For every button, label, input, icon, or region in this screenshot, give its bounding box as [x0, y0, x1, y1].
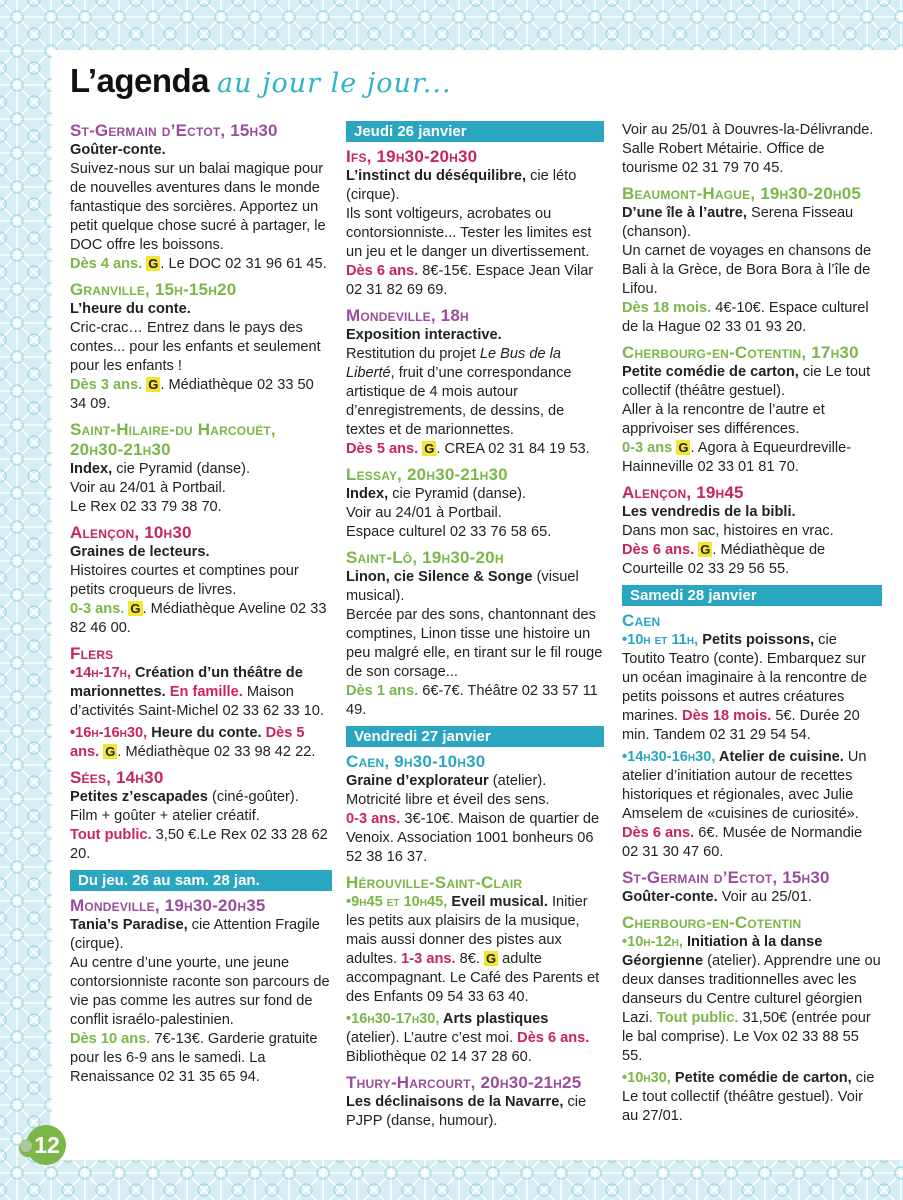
event-title-rest: cie PJPP (danse, humour).: [346, 1094, 587, 1129]
event-st-germain: [70, 121, 332, 274]
event-city: Hérouville-Saint-Clair: [346, 873, 523, 892]
free-badge: G: [424, 441, 435, 456]
event-desc: Motricité libre et éveil des sens.: [346, 792, 550, 808]
event-title: Les déclinaisons de la Navarre,: [346, 1094, 564, 1110]
event-info: . Médiathèque 02 33 50 34 09.: [70, 377, 314, 412]
event-desc: Voir au 24/01 à Portbail.: [70, 480, 226, 496]
event-title-rest: cie léto (cirque).: [346, 168, 577, 203]
event-age: Dès 6 ans.: [622, 542, 695, 558]
event-age: Tout public.: [70, 827, 152, 843]
event-title-rest: cie Pyramid (danse).: [112, 461, 251, 477]
slot-time: •16h-16h30,: [70, 725, 148, 741]
event-lessay: [346, 465, 604, 542]
title-main: L’agenda: [70, 62, 210, 99]
event-info: 4€-10€. Espace culturel de la Hague 02 33 01 93 20.: [622, 300, 869, 335]
event-city: St-Germain d’Ectot, 15h30: [622, 868, 830, 887]
event-ifs: [346, 147, 604, 300]
slot-time: •16h30-17h30,: [346, 1011, 440, 1027]
event-desc: Histoires courtes et comptines pour petits croqueurs de livres.: [70, 563, 299, 598]
slot-family: En famille.: [165, 684, 243, 700]
event-mondeville-expo: [346, 306, 604, 459]
event-city: Cherbourg-en-Cotentin, 17h30: [622, 343, 859, 362]
slot-title: Création d’un théâtre de marionnettes.: [70, 665, 303, 700]
event-age: Dès 10 ans.: [70, 1031, 151, 1047]
column-3: [622, 121, 882, 1132]
event-age: 0-3 ans.: [346, 811, 401, 827]
event-city: Sées, 14h30: [70, 768, 164, 787]
event-title-rest: (atelier).: [488, 773, 547, 789]
event-city: Cherbourg-en-Cotentin: [622, 913, 802, 932]
event-beaumont-hague: [622, 184, 882, 337]
event-age: Dès 18 mois.: [622, 300, 712, 316]
event-title-rest: (ciné-goûter).: [207, 789, 299, 805]
slot-age: 1-3 ans.: [397, 951, 456, 967]
slot-title: Eveil musical.: [447, 894, 548, 910]
slot-title: Petits poissons,: [698, 632, 815, 648]
slot-info: . Médiathèque 02 33 98 42 22.: [117, 744, 316, 760]
event-title: D’une île à l’autre,: [622, 205, 747, 221]
day-header: Vendredi 27 janvier: [346, 726, 604, 747]
event-caen-graine: [346, 752, 604, 867]
event-city: Beaumont-Hague, 19h30-20h05: [622, 184, 862, 203]
slot-title: Arts plastiques: [439, 1011, 549, 1027]
event-desc: Bercée par des sons, chantonnant des comptines, Linon tisse une histoire un peu malgré elle, en tirant sur le fil rouge de son corsage...: [346, 607, 603, 680]
slot-time: •10h30,: [622, 1070, 671, 1086]
event-saint-hilaire: [70, 420, 332, 517]
slot-time: •10h et 11h,: [622, 632, 699, 648]
event-title: Index,: [70, 461, 113, 477]
slot-age: Dès 6 ans.: [513, 1030, 590, 1046]
slot-desc: (atelier). L’autre c’est moi.: [346, 1030, 514, 1046]
event-caen-samedi: [622, 611, 882, 862]
slot-info: Maison d’activités Saint-Michel 02 33 62 33 10.: [70, 684, 324, 719]
event-city: Granville, 15h-15h20: [70, 280, 237, 299]
day-header: Du jeu. 26 au sam. 28 jan.: [70, 870, 332, 891]
event-info: . Médiathèque Aveline 02 33 82 46 00.: [70, 601, 327, 636]
event-info: Espace culturel 02 33 76 58 65.: [346, 524, 552, 540]
free-badge: G: [148, 377, 159, 392]
event-title: Tania’s Paradise,: [70, 917, 188, 933]
free-badge: G: [678, 440, 689, 455]
free-badge: G: [700, 542, 711, 557]
event-desc-italic: Le Bus de la Liberté: [346, 346, 561, 381]
event-info: 3,50 €.Le Rex 02 33 28 62 20.: [70, 827, 328, 862]
slot-desc: cie Toutito Teatro (conte). Embarquez sur un océan imaginaire à la rencontre de petits poissons et autres créatures marines.: [622, 632, 868, 724]
column-2: [346, 121, 604, 1137]
event-title: L’instinct du déséquilibre,: [346, 168, 527, 184]
event-thury-harcourt: [346, 1073, 604, 1131]
event-city: St-Germain d’Ectot, 15h30: [70, 121, 278, 140]
slot-time: •14h30-16h30,: [622, 749, 716, 765]
event-title: Graines de lecteurs.: [70, 544, 210, 560]
event-city: Alençon, 10h30: [70, 523, 192, 542]
event-city: Thury-Harcourt, 20h30-21h25: [346, 1073, 582, 1092]
event-title-rest: cie Le tout collectif (théâtre gestuel).: [622, 364, 871, 399]
event-city: Mondeville, 18h: [346, 306, 469, 325]
event-title-rest: cie Attention Fragile (cirque).: [70, 917, 320, 952]
event-city: Ifs, 19h30-20h30: [346, 147, 478, 166]
event-info: . CREA 02 31 84 19 53.: [436, 441, 590, 457]
day-header: Jeudi 26 janvier: [346, 121, 604, 142]
event-alencon-bibli: [622, 483, 882, 579]
event-info: 3€-10€. Maison de quartier de Venoix. Association 1001 bonheurs 06 52 38 16 37.: [346, 811, 600, 865]
slot-price: 8€.: [455, 951, 480, 967]
event-title: Exposition interactive.: [346, 327, 502, 343]
event-desc: Cric-crac… Entrez dans le pays des contes... pour les enfants et seulement pour les enfants !: [70, 320, 321, 374]
column-1: [70, 121, 332, 1093]
slot-desc: (atelier). Apprendre une ou deux danses traditionnelles avec les danseurs du Centre culturel géorgien Lazi.: [622, 953, 881, 1026]
event-flers: [70, 644, 332, 762]
event-city: Saint-Lô, 19h30-20h: [346, 548, 504, 567]
event-cherbourg-1: [622, 343, 882, 477]
slot-desc: Initier les petits aux plaisirs de la musique, mais aussi donner des pistes aux adultes.: [346, 894, 588, 967]
event-title: Petites z’escapades: [70, 789, 208, 805]
event-title: Goûter-conte.: [70, 142, 166, 158]
slot-title: Petite comédie de carton,: [670, 1070, 852, 1086]
event-age: Dès 1 ans.: [346, 683, 419, 699]
event-age: 0-3 ans: [622, 440, 673, 456]
event-title-rest: Voir au 25/01.: [717, 889, 812, 905]
event-info: 7€-13€. Garderie gratuite pour les 6-9 ans le samedi. La Renaissance 02 31 35 65 94.: [70, 1031, 318, 1085]
event-herouville: [346, 873, 604, 1067]
event-desc: Dans mon sac, histoires en vrac.: [622, 523, 834, 539]
event-title-rest: Serena Fisseau (chanson).: [622, 205, 854, 240]
event-desc: Restitution du projet: [346, 346, 480, 362]
event-cherbourg-2: [622, 913, 882, 1126]
event-city: Saint-Hilaire-du Harcouët, 20h30-21h30: [70, 420, 276, 459]
page-title: [70, 62, 452, 112]
slot-info: 6€. Musée de Normandie 02 31 30 47 60.: [622, 825, 863, 860]
event-alencon: [70, 523, 332, 638]
slot-age: Dès 5 ans.: [70, 725, 305, 760]
event-desc: Voir au 24/01 à Portbail.: [346, 505, 502, 521]
event-city: Lessay, 20h30-21h30: [346, 465, 508, 484]
event-desc: Suivez-nous sur un balai magique pour de nouvelles aventures dans le monde fantastique des sorcières. Apportez un petit quelque chose sucré à partager, le DOC offre les boissons.: [70, 161, 326, 253]
slot-age: Tout public.: [652, 1010, 739, 1026]
event-city: Caen: [622, 611, 661, 630]
slot-time: •9h45 et 10h45,: [346, 894, 448, 910]
event-desc-rest: , fruit d’une correspondance artistique de 4 mois autour d’enregistrements, de dessins, de textes et de marionnettes.: [346, 365, 572, 438]
event-title: Graine d’explorateur: [346, 773, 489, 789]
event-desc: Aller à la rencontre de l’autre et apprivoiser ses différences.: [622, 402, 825, 437]
event-mondeville: [70, 896, 332, 1087]
event-title-rest: (visuel musical).: [346, 569, 579, 604]
event-city: Alençon, 19h45: [622, 483, 744, 502]
event-desc: Un carnet de voyages en chansons de Bali à la Grèce, de Bora Bora à l’île de Lifou.: [622, 243, 872, 297]
slot-time: •14h-17h,: [70, 665, 131, 681]
event-desc: Film + goûter + atelier créatif.: [70, 808, 260, 824]
slot-desc: Un atelier d’initiation autour de recettes historiques et régionales, avec Julie Amselem de «cuisines de curiosité».: [622, 749, 867, 822]
slot-info: Bibliothèque 02 14 37 28 60.: [346, 1049, 532, 1065]
event-info: 8€-15€. Espace Jean Vilar 02 31 82 69 69.: [346, 263, 594, 298]
slot-title: Heure du conte.: [147, 725, 262, 741]
slot-age: Dès 18 mois.: [677, 708, 772, 724]
event-age: Dès 5 ans.: [346, 441, 419, 457]
event-info: 6€-7€. Théâtre 02 33 57 11 49.: [346, 683, 598, 718]
event-desc: Au centre d’une yourte, une jeune contorsionniste raconte son parcours de vie pas comme les autres sur fond de conflit israélo-palestinien.: [70, 955, 330, 1028]
event-age: Dès 6 ans.: [346, 263, 419, 279]
event-city: Caen, 9h30-10h30: [346, 752, 486, 771]
slot-age: Dès 6 ans.: [622, 825, 695, 841]
slot-desc: cie Le tout collectif (théâtre gestuel). Voir au 27/01.: [622, 1070, 875, 1124]
event-title: Linon, cie Silence & Songe: [346, 569, 533, 585]
event-granville: [70, 280, 332, 414]
page-number-badge: [16, 1124, 74, 1166]
event-title-rest: cie Pyramid (danse).: [388, 486, 527, 502]
event-info: . Médiathèque de Courteille 02 33 29 56 55.: [622, 542, 826, 577]
slot-info: 5€. Durée 20 min. Tandem 02 31 29 54 54.: [622, 708, 860, 743]
event-sees: [70, 768, 332, 864]
event-info: Le Rex 02 33 79 38 70.: [70, 499, 222, 515]
page-number: 12: [34, 1132, 60, 1158]
event-city: Flers: [70, 644, 114, 663]
title-script: au jour le jour...: [217, 68, 452, 99]
event-age: Dès 4 ans.: [70, 256, 143, 272]
event-title: L’heure du conte.: [70, 301, 191, 317]
free-badge: G: [105, 744, 116, 759]
event-title: Index,: [346, 486, 389, 502]
free-badge: G: [130, 601, 141, 616]
event-age: Dès 3 ans.: [70, 377, 143, 393]
event-age: 0-3 ans.: [70, 601, 125, 617]
event-desc: Ils sont voltigeurs, acrobates ou contorsionniste... Tester les limites est un jeu et le danger un divertissement.: [346, 206, 592, 260]
slot-title: Atelier de cuisine.: [715, 749, 844, 765]
slot-title: Initiation à la danse Géorgienne: [622, 934, 823, 969]
event-info: . Agora à Equeurdreville-Hainneville 02 33 01 81 70.: [622, 440, 852, 475]
event-saint-lo: [346, 548, 604, 720]
event-title: Petite comédie de carton,: [622, 364, 799, 380]
event-title: Goûter-conte.: [622, 889, 718, 905]
slot-time: •10h-12h,: [622, 934, 683, 950]
free-badge: G: [485, 951, 497, 966]
event-desc: Voir au 25/01 à Douvres-la-Délivrande. Salle Robert Métairie. Office de tourisme 02 31 79 70 45.: [622, 122, 874, 176]
slot-info: 31,50€ (entrée pour le bal comprise). Le Vox 02 33 88 55 55.: [622, 1010, 871, 1064]
slot-info: adulte accompagnant. Le Café des Parents et des Enfants 09 54 33 63 40.: [346, 951, 600, 1005]
event-info: . Le DOC 02 31 96 61 45.: [160, 256, 327, 272]
event-st-germain-2: [622, 868, 882, 907]
event-title: Les vendredis de la bibli.: [622, 504, 796, 520]
event-continued: [622, 121, 882, 178]
event-city: Mondeville, 19h30-20h35: [70, 896, 266, 915]
day-header: Samedi 28 janvier: [622, 585, 882, 606]
free-badge: G: [148, 256, 159, 271]
